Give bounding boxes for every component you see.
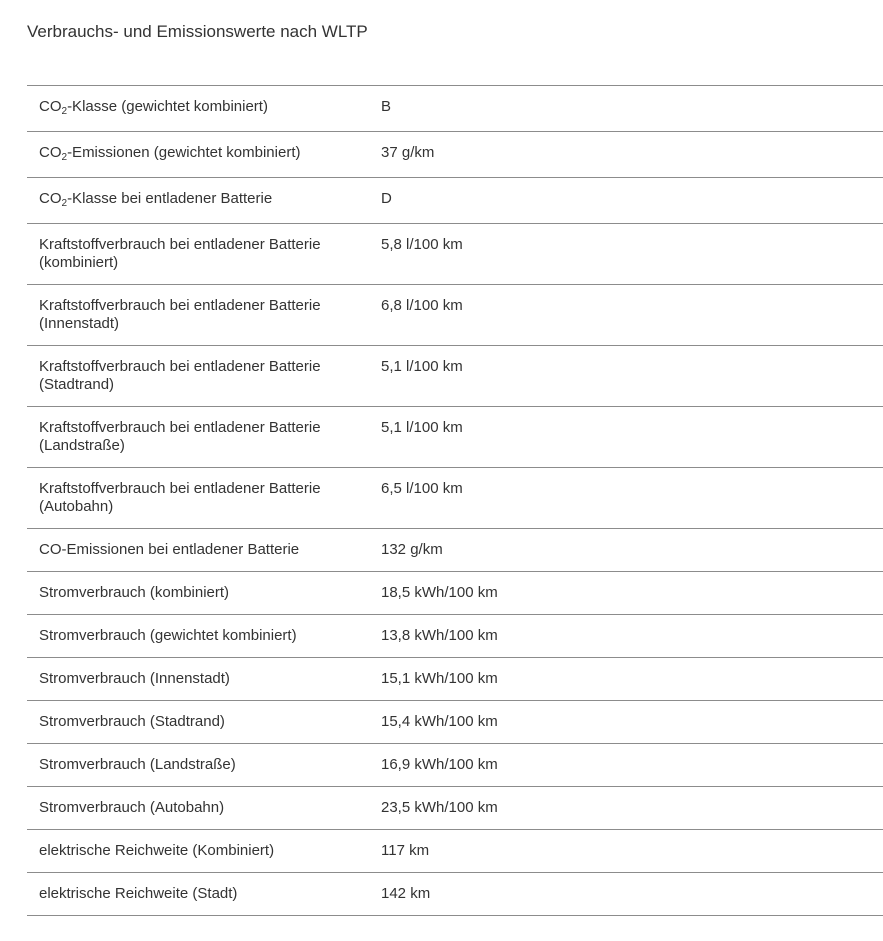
- row-label: Kraftstoffverbrauch bei entladener Batterie (kombiniert): [39, 236, 321, 271]
- row-value: 5,1 l/100 km: [381, 419, 463, 436]
- row-label: elektrische Reichweite (Kombiniert): [39, 842, 275, 859]
- row-value: 23,5 kWh/100 km: [381, 799, 498, 816]
- row-value: 6,8 l/100 km: [381, 297, 463, 314]
- table-row: [27, 830, 883, 873]
- table-row: [27, 615, 883, 658]
- row-value: 16,9 kWh/100 km: [381, 756, 498, 773]
- row-label: $CO_2$-Klasse (gewichtet kombiniert): [39, 98, 268, 117]
- table-row: [27, 132, 883, 178]
- row-value: 5,8 l/100 km: [381, 236, 463, 253]
- row-label: Stromverbrauch (gewichtet kombiniert): [39, 627, 297, 644]
- table-row: [27, 658, 883, 701]
- row-value: 18,5 kWh/100 km: [381, 584, 498, 601]
- table-row: [27, 529, 883, 572]
- table-row: [27, 86, 883, 132]
- row-label: elektrische Reichweite (Stadt): [39, 885, 238, 902]
- row-label: Stromverbrauch (Stadtrand): [39, 713, 225, 730]
- table-row: [27, 468, 883, 529]
- row-value: B: [381, 98, 392, 115]
- row-value: 142 km: [381, 885, 431, 902]
- row-label: Kraftstoffverbrauch bei entladener Batterie (Landstraße): [39, 419, 321, 454]
- row-label: $CO_2$-Emissionen (gewichtet kombiniert): [39, 144, 301, 163]
- row-label: Kraftstoffverbrauch bei entladener Batterie (Autobahn): [39, 480, 321, 515]
- table-row: [27, 572, 883, 615]
- row-label: $CO_2$-Klasse bei entladener Batterie: [39, 190, 273, 209]
- row-label: Kraftstoffverbrauch bei entladener Batterie (Stadtrand): [39, 358, 321, 393]
- row-value: 15,1 kWh/100 km: [381, 670, 498, 687]
- row-value: 15,4 kWh/100 km: [381, 713, 498, 730]
- table-row: [27, 285, 883, 346]
- row-value: 132 g/km: [381, 541, 443, 558]
- emissions-table: [27, 85, 883, 916]
- row-label: Kraftstoffverbrauch bei entladener Batterie (Innenstadt): [39, 297, 321, 332]
- row-label: CO-Emissionen bei entladener Batterie: [39, 541, 300, 558]
- table-row: [27, 407, 883, 468]
- row-label: Stromverbrauch (Autobahn): [39, 799, 225, 816]
- table-row: [27, 178, 883, 224]
- row-value: D: [381, 190, 392, 207]
- table-row: [27, 701, 883, 744]
- row-value: 13,8 kWh/100 km: [381, 627, 498, 644]
- row-value: 6,5 l/100 km: [381, 480, 463, 497]
- row-label: Stromverbrauch (kombiniert): [39, 584, 230, 601]
- page-title: Verbrauchs- und Emissionswerte nach WLTP: [27, 22, 368, 41]
- row-label: Stromverbrauch (Landstraße): [39, 756, 236, 773]
- row-label: Stromverbrauch (Innenstadt): [39, 670, 230, 687]
- row-value: 5,1 l/100 km: [381, 358, 463, 375]
- table-row: [27, 873, 883, 916]
- row-value: 37 g/km: [381, 144, 435, 161]
- table-row: [27, 346, 883, 407]
- table-row: [27, 787, 883, 830]
- table-row: [27, 224, 883, 285]
- table-row: [27, 744, 883, 787]
- row-value: 117 km: [381, 842, 430, 859]
